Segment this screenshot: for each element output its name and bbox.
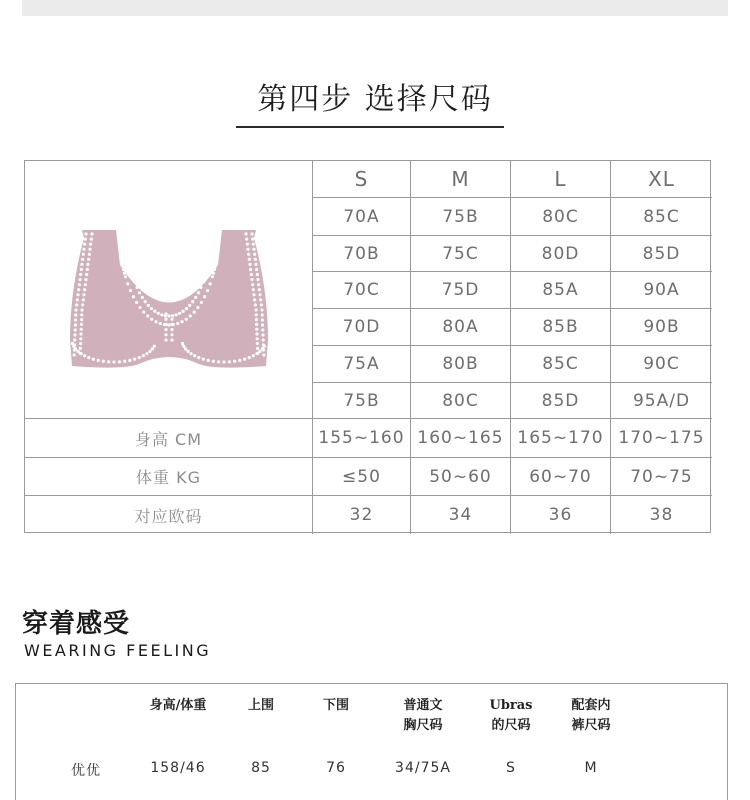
top-banner-strip	[22, 0, 728, 16]
feeling-header	[541, 696, 641, 736]
size-header-l: L	[510, 161, 610, 197]
cup-size-cell: 95A/D	[610, 382, 712, 418]
cup-size-cell: 75B	[312, 382, 410, 418]
cup-size-cell: 80A	[410, 308, 510, 345]
feeling-cell: 158/46	[150, 760, 206, 776]
cup-size-cell: 70B	[312, 235, 410, 271]
cup-size-cell: 85B	[510, 308, 610, 345]
wearing-feeling-title: 穿着感受	[22, 609, 131, 639]
cup-size-cell: 75A	[312, 345, 410, 382]
measurement-cell: 60~70	[510, 457, 610, 495]
cup-size-cell: 85C	[610, 197, 712, 235]
feeling-header	[373, 696, 473, 736]
feeling-cell: 34/75A	[395, 760, 451, 776]
feeling-cell: M	[584, 760, 598, 776]
size-header-m: M	[410, 161, 510, 197]
feeling-header-line: 上围	[247, 698, 274, 713]
feeling-header-line: 的尺码	[491, 718, 531, 733]
measurement-cell: 165~170	[510, 418, 610, 457]
cup-size-cell: 80C	[510, 197, 610, 235]
size-header-s: S	[312, 161, 410, 197]
row-label: 体重 KG	[25, 457, 312, 495]
measurement-cell: 50~60	[410, 457, 510, 495]
cup-size-cell: 85A	[510, 271, 610, 308]
cup-size-cell: 80D	[510, 235, 610, 271]
feeling-header-line: 普通文	[403, 698, 443, 713]
step-title: 第四步 选择尺码	[257, 82, 493, 117]
cup-size-cell: 80B	[410, 345, 510, 382]
feeling-table	[15, 683, 728, 800]
cup-size-cell: 75D	[410, 271, 510, 308]
cup-size-cell: 85D	[610, 235, 712, 271]
feeling-header-line: 下围	[322, 698, 349, 713]
size-header-xl: XL	[610, 161, 712, 197]
measurement-cell: ≤50	[312, 457, 410, 495]
feeling-cell: 85	[251, 760, 271, 776]
feeling-row-name: 优优	[71, 763, 101, 779]
title-underline	[236, 126, 504, 128]
measurement-cell: 170~175	[610, 418, 712, 457]
cup-size-cell: 85D	[510, 382, 610, 418]
cup-size-cell: 70A	[312, 197, 410, 235]
feeling-header-line: Ubras	[489, 698, 533, 713]
cup-size-cell: 85C	[510, 345, 610, 382]
cup-size-cell: 90A	[610, 271, 712, 308]
row-label: 身高 CM	[25, 418, 312, 457]
feeling-header-line: 胸尺码	[403, 718, 443, 733]
measurement-cell: 155~160	[312, 418, 410, 457]
measurement-cell: 34	[410, 495, 510, 534]
cup-size-cell: 90B	[610, 308, 712, 345]
measurement-cell: 70~75	[610, 457, 712, 495]
feeling-header	[286, 696, 386, 716]
feeling-header-line: 身高/体重	[149, 698, 207, 713]
measurement-cell: 32	[312, 495, 410, 534]
product-image-bra	[25, 161, 312, 418]
cup-size-cell: 75C	[410, 235, 510, 271]
wearing-feeling-subtitle: WEARING FEELING	[24, 641, 212, 660]
measurement-cell: 38	[610, 495, 712, 534]
measurement-cell: 36	[510, 495, 610, 534]
feeling-header-line: 裤尺码	[571, 718, 611, 733]
size-chart-table	[24, 160, 711, 533]
measurement-cell: 160~165	[410, 418, 510, 457]
cup-size-cell: 90C	[610, 345, 712, 382]
feeling-cell: 76	[326, 760, 346, 776]
cup-size-cell: 75B	[410, 197, 510, 235]
feeling-header-line: 配套内	[571, 698, 611, 713]
cup-size-cell: 70C	[312, 271, 410, 308]
cup-size-cell: 80C	[410, 382, 510, 418]
feeling-cell: S	[506, 760, 516, 776]
row-label: 对应欧码	[25, 495, 312, 534]
cup-size-cell: 70D	[312, 308, 410, 345]
sports-bra-illustration	[54, 190, 284, 390]
